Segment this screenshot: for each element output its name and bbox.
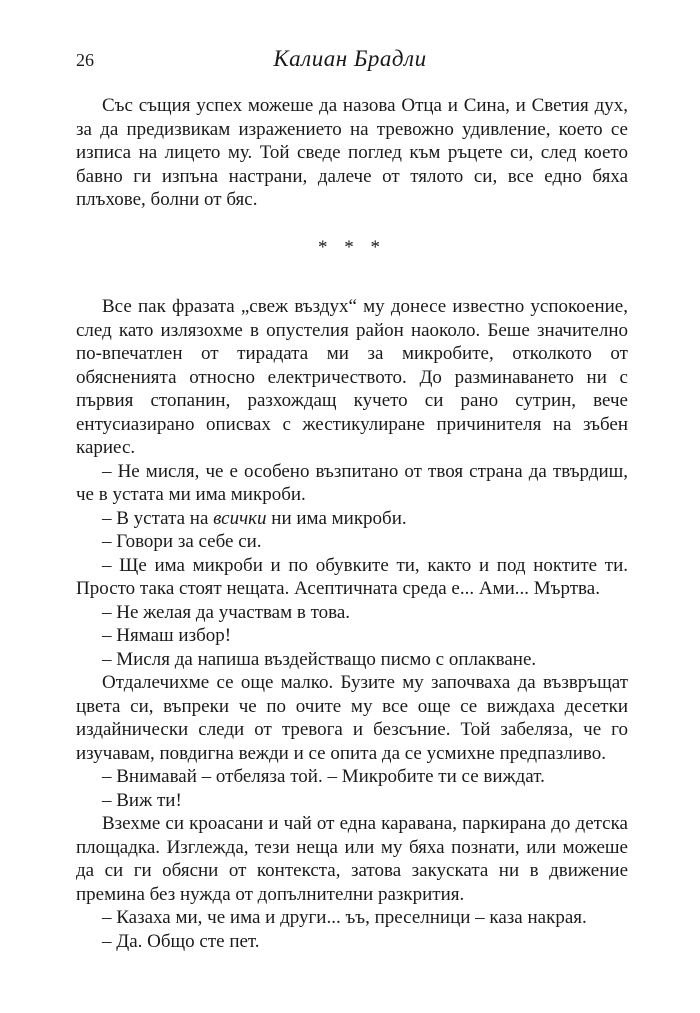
dialogue-line: – Говори за себе си. (102, 531, 262, 552)
emphasis-text: всички (213, 507, 267, 529)
dialogue-line: – Мисля да напиша въздействащо писмо с оплакване. (102, 648, 537, 670)
running-title: Калиан Брадли (273, 46, 427, 71)
dialogue-line: – Да. Общо сте пет. (102, 930, 260, 952)
dialogue-line: – Внимавай – отбеляза той. – Микробите ти се виждат. (102, 766, 545, 787)
paragraph: Отдалечихме се още малко. Бузите му започваха да възвръщат цвета си, въпреки че по очите му все още се виждаха десетки издайнически следи от тревога и безсъние. Той забеляза, че го изучавам, повдигна вежди и се опита да се усмихне предпазливо. (76, 672, 628, 764)
dialogue-line: – Нямаш избор! (102, 625, 232, 646)
dialogue-line: – Ще има микроби и по обувките ти, както и под ноктите ти. Просто така стоят нещата. Асептичната среда е... Ами... Мъртва. (76, 554, 628, 599)
paragraph: Все пак фразата „свеж въздух“ му донесе известно успокоение, след като излязохме в опустелия район наоколо. Беше значително по-впечатлен от тирадата ми за микробите, отколкото от обясненията относно електричеството. До разминаването ни с първия стопанин, разхождащ кучето си рано сутрин, вече ентусиазирано описвах с жестикулиране причинителя на зъбен кариес. (76, 296, 628, 458)
dialogue-text: ни има микроби. (266, 507, 407, 529)
dialogue-line: – Не желая да участвам в това. (102, 601, 351, 623)
page-number: 26 (76, 50, 94, 70)
body-text (76, 94, 628, 953)
paragraph: Взехме си кроасани и чай от една каравана, паркирана до детска площадка. Изглежда, тези неща или му бяха познати, или можеше да си ги обясни от контекста, затова закуската ни в движение премина без нужда от допълнителни разкрития. (76, 813, 628, 905)
dialogue-line: – Казаха ми, че има и други... ъъ, преселници – каза накрая. (102, 907, 587, 928)
dialogue-line: – Виж ти! (102, 789, 182, 811)
dialogue-line: – Не мисля, че е особено възпитано от твоя страна да твърдиш, че в устата ми има микроби. (76, 460, 628, 505)
dialogue-text: – В устата на (102, 507, 214, 529)
section-separator: * * * (318, 236, 386, 258)
dialogue-line (76, 507, 628, 531)
paragraph: Със същия успех можеше да назова Отца и Сина, и Светия дух, за да предизвикам изражението на тревожно удивление, което се изписа на лицето му. Той сведе поглед към ръцете си, след което бавно ги изпъна настрани, далече от тялото си, все едно бяха плъхове, болни от бяс. (76, 95, 628, 210)
